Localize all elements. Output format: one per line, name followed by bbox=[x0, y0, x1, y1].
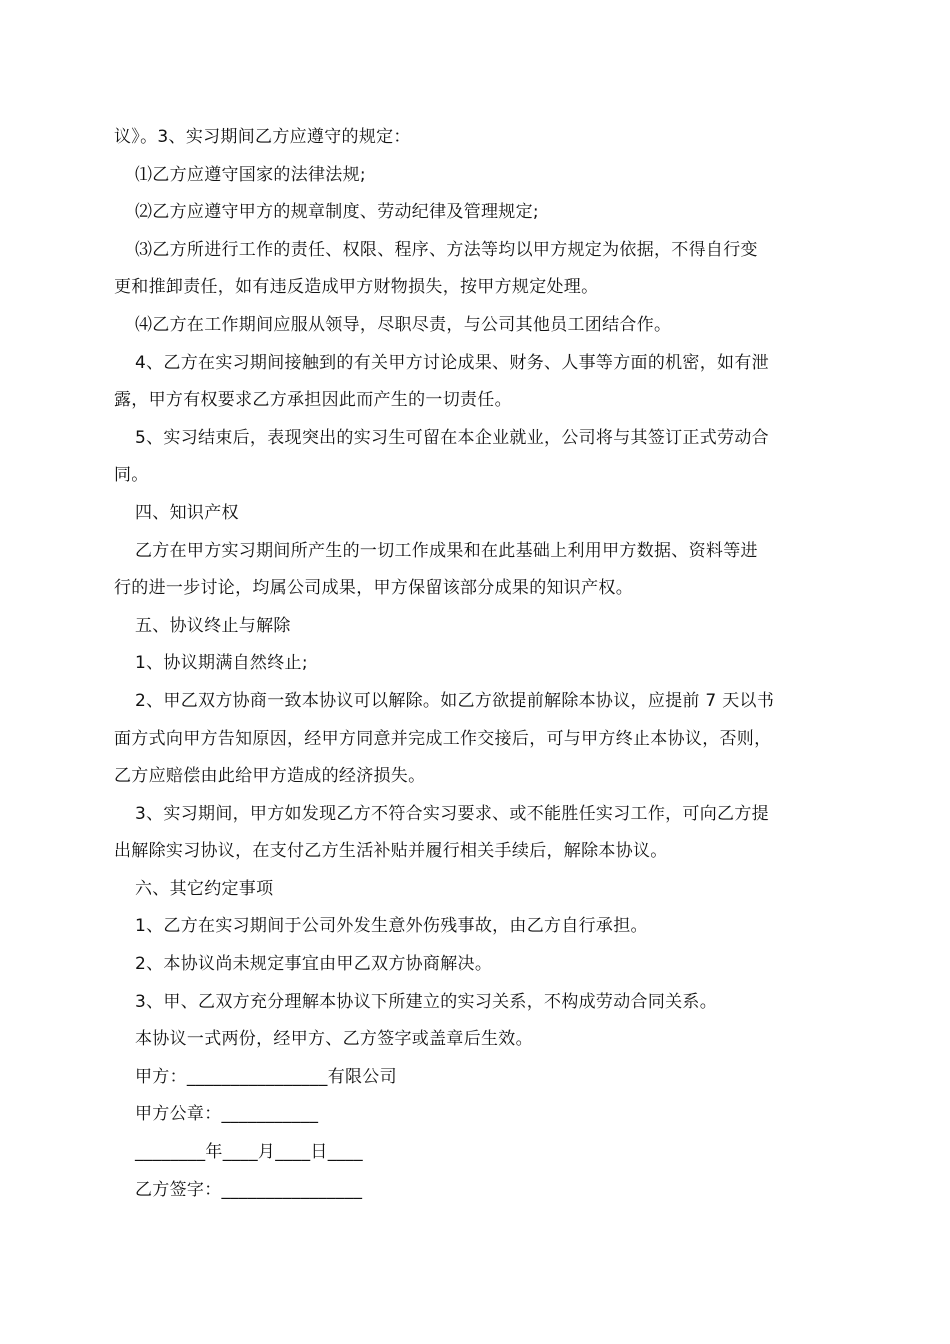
paragraph-line: ⑶乙方所进行工作的责任、权限、程序、方法等均以甲方规定为依据，不得自行变 bbox=[135, 239, 758, 260]
paragraph-line: 本协议一式两份，经甲方、乙方签字或盖章后生效。 bbox=[135, 1029, 533, 1050]
paragraph-line: 面方式向甲方告知原因，经甲方同意并完成工作交接后，可与甲方终止本协议，否则， bbox=[114, 728, 772, 749]
paragraph-line: 甲方公章：___________ bbox=[135, 1104, 319, 1125]
paragraph-line: 4、乙方在实习期间接触到的有关甲方讨论成果、财务、人事等方面的机密，如有泄 bbox=[135, 352, 769, 373]
paragraph-line: 同。 bbox=[114, 465, 149, 486]
paragraph-line: 议》。3、实习期间乙方应遵守的规定： bbox=[114, 127, 411, 147]
paragraph-line: 露，甲方有权要求乙方承担因此而产生的一切责任。 bbox=[114, 390, 512, 411]
paragraph-line: 5、实习结束后，表现突出的实习生可留在本企业就业，公司将与其签订正式劳动合 bbox=[135, 427, 769, 448]
paragraph-line: 2、本协议尚未规定事宜由甲乙双方协商解决。 bbox=[135, 954, 493, 975]
paragraph-line: ⑵乙方应遵守甲方的规章制度、劳动纪律及管理规定; bbox=[135, 202, 539, 223]
paragraph-line: 四、知识产权 bbox=[135, 502, 239, 523]
paragraph-line: 六、其它约定事项 bbox=[135, 878, 274, 899]
paragraph-line: 乙方在甲方实习期间所产生的一切工作成果和在此基础上利用甲方数据、资料等进 bbox=[135, 540, 758, 561]
paragraph-line: 甲方：________________有限公司 bbox=[135, 1066, 397, 1087]
paragraph-line: 乙方应赔偿由此给甲方造成的经济损失。 bbox=[114, 766, 426, 787]
document-body bbox=[114, 119, 836, 1209]
paragraph-line: ⑴乙方应遵守国家的法律法规; bbox=[135, 164, 366, 185]
paragraph-line: 乙方签字：________________ bbox=[135, 1179, 363, 1200]
paragraph-line: 1、乙方在实习期间于公司外发生意外伤残事故，由乙方自行承担。 bbox=[135, 916, 648, 937]
paragraph-line: 更和推卸责任，如有违反造成甲方财物损失，按甲方规定处理。 bbox=[114, 277, 599, 298]
paragraph-line: 3、实习期间，甲方如发现乙方不符合实习要求、或不能胜任实习工作，可向乙方提 bbox=[135, 803, 769, 824]
paragraph-line: ⑷乙方在工作期间应服从领导，尽职尽责，与公司其他员工团结合作。 bbox=[135, 314, 672, 335]
paragraph-line: 行的进一步讨论，均属公司成果，甲方保留该部分成果的知识产权。 bbox=[114, 578, 633, 599]
paragraph-line: 五、协议终止与解除 bbox=[135, 615, 291, 636]
paragraph-line: 3、甲、乙双方充分理解本协议下所建立的实习关系，不构成劳动合同关系。 bbox=[135, 991, 718, 1012]
paragraph-line: 2、甲乙双方协商一致本协议可以解除。如乙方欲提前解除本协议，应提前 7 天以书 bbox=[135, 690, 775, 711]
paragraph-line: 1、协议期满自然终止; bbox=[135, 653, 308, 674]
paragraph-line: 出解除实习协议，在支付乙方生活补贴并履行相关手续后，解除本协议。 bbox=[114, 841, 668, 862]
paragraph-line: ________年____月____日____ bbox=[135, 1142, 363, 1163]
